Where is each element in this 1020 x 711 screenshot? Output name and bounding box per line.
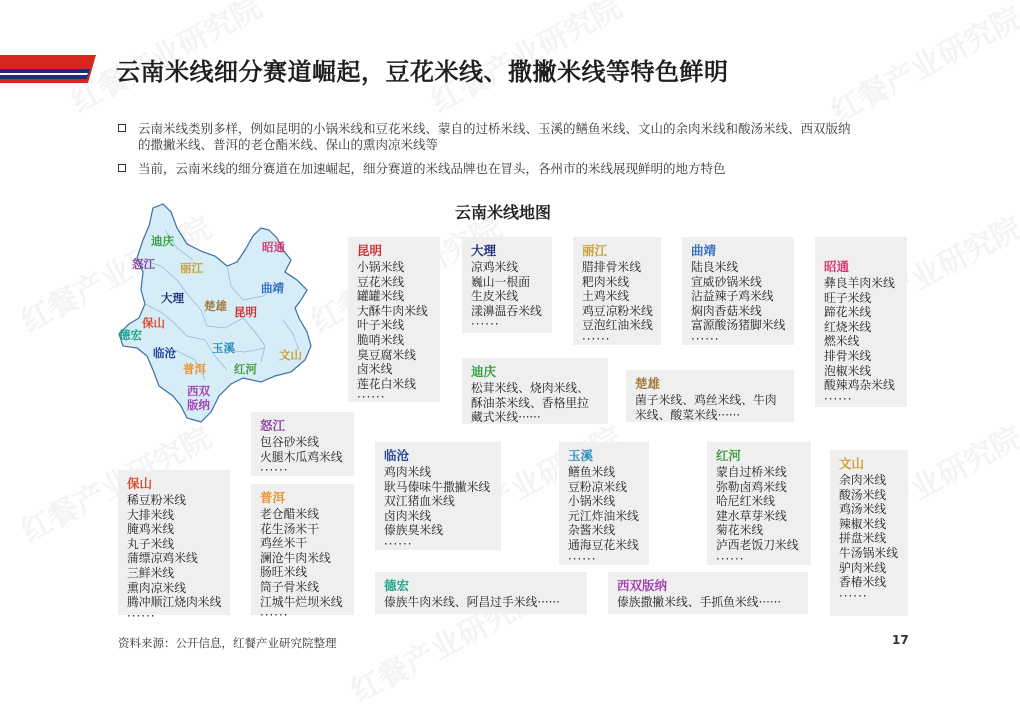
list-item: 富源酸汤猪脚米线 [691, 318, 786, 333]
list-item: 彝良羊肉米线 [824, 276, 895, 290]
list-item: 余肉米线 [839, 473, 887, 487]
bullet-point [118, 161, 918, 177]
list-item: 肠旺米线 [260, 565, 308, 580]
list-item: 菊花米线 [716, 523, 764, 538]
map-label-dehong: 德宏 [119, 328, 142, 342]
region-name: 迪庆 [471, 364, 497, 379]
list-item: 丸子米线 [127, 536, 175, 551]
list-item: 蹄花米线 [824, 305, 872, 320]
list-item: 蒲缥凉鸡米线 [127, 551, 198, 566]
list-item: 驴肉米线 [839, 560, 887, 575]
more-ellipsis: ······ [839, 588, 868, 603]
bullet-text: 云南米线类别多样，例如昆明的小锅米线和豆花米线、蒙自的过桥米线、玉溪的鳝鱼米线、文山的余肉米线和酸汤米线、西双版纳 [138, 121, 851, 136]
region-text: 傣族撒撇米线、手抓鱼米线······ [617, 595, 782, 609]
page-title: 云南米线细分赛道崛起，豆花米线、撒撇米线等特色鲜明 [116, 58, 729, 86]
region-card-dehong [375, 572, 587, 614]
map-label-honghe: 红河 [234, 362, 257, 376]
map-label-wenshan: 文山 [279, 348, 302, 362]
region-name: 德宏 [384, 578, 410, 593]
list-item: 腊排骨米线 [582, 260, 641, 274]
list-item: 拼盘米线 [839, 531, 887, 546]
square-bullet-icon [118, 164, 126, 172]
list-item: 小锅米线 [357, 260, 405, 274]
region-name: 普洱 [260, 490, 286, 505]
header-accent-bar [0, 55, 96, 83]
region-card-wenshan [830, 450, 908, 616]
region-name: 曲靖 [691, 243, 717, 258]
list-item: 傣族臭米线 [384, 523, 443, 538]
list-item: 元江炸油米线 [568, 508, 639, 523]
region-name: 西双版纳 [617, 578, 668, 593]
region-card-lijiang [573, 237, 661, 345]
list-item: 鸡豆凉粉米线 [582, 303, 653, 318]
list-item: 卤米线 [357, 362, 393, 377]
list-item: 鸡汤米线 [839, 502, 887, 517]
region-name: 临沧 [384, 448, 410, 463]
map-label-nujiang: 怒江 [132, 257, 155, 271]
more-ellipsis: ······ [716, 551, 745, 566]
region-card-lincang [375, 442, 501, 550]
map-label-lijiang: 丽江 [180, 261, 203, 275]
list-item: 建水草芽米线 [716, 508, 787, 523]
map-label-zhaotong: 昭通 [262, 240, 285, 254]
square-bullet-icon [118, 124, 126, 132]
region-card-xishuangbanna [608, 572, 808, 614]
list-item: 酸辣鸡杂米线 [824, 378, 895, 393]
region-card-chuxiong [626, 370, 794, 422]
region-name: 保山 [127, 476, 153, 491]
more-ellipsis: ······ [691, 331, 720, 346]
list-item: 小锅米线 [568, 494, 616, 509]
region-text: 傣族牛肉米线、阿昌过手米线······ [384, 595, 560, 609]
list-item: 凉鸡米线 [471, 260, 519, 274]
map-title: 云南米线地图 [455, 203, 552, 222]
list-item: 包谷砂米线 [260, 435, 319, 449]
region-card-yuxi [559, 442, 649, 565]
list-item: 鸡肉米线 [384, 465, 432, 479]
region-card-zhaotong [815, 237, 907, 407]
region-card-nujiang [251, 412, 354, 476]
region-card-puer [251, 484, 354, 623]
region-name: 大理 [471, 243, 497, 258]
list-item: 莲花白米线 [357, 376, 416, 391]
yunnan-map [115, 200, 315, 425]
list-item: 豆粉凉米线 [568, 479, 627, 494]
more-ellipsis: ······ [260, 608, 289, 623]
map-label-yuxi: 玉溪 [212, 341, 235, 355]
region-card-qujing [682, 237, 794, 345]
list-item: 火腿木瓜鸡米线 [260, 449, 343, 464]
list-item: 燃米线 [824, 334, 860, 349]
region-name: 昭通 [824, 259, 850, 274]
watermark [822, 0, 1020, 131]
region-name: 红河 [716, 448, 742, 463]
list-item: 牛汤锅米线 [839, 545, 898, 560]
region-card-baoshan [118, 470, 230, 623]
bullet-text: 当前，云南米线的细分赛道在加速崛起，细分赛道的米线品牌也在冒头，各州市的米线展现鲜明的地方特色 [138, 161, 726, 176]
more-ellipsis: ······ [260, 463, 289, 478]
list-item: 耿马傣味牛撒撇米线 [384, 479, 491, 494]
list-item: 澜沧牛肉米线 [260, 550, 331, 565]
region-card-honghe [707, 442, 811, 565]
list-item: 蒙自过桥米线 [716, 465, 787, 479]
list-item: 焖肉香菇米线 [691, 303, 762, 318]
more-ellipsis: ······ [357, 390, 386, 405]
list-item: 宣威砂锅米线 [691, 274, 762, 289]
list-item: 大排米线 [127, 507, 175, 522]
list-item: 漾濞温吞米线 [471, 303, 542, 318]
more-ellipsis: ······ [582, 331, 611, 346]
more-ellipsis: ······ [568, 551, 597, 566]
map-label-qujing: 曲靖 [261, 281, 284, 295]
map-label-baoshan: 保山 [142, 316, 165, 330]
region-text: 菌子米线、鸡丝米线、牛肉米线、酸菜米线······ [635, 393, 777, 422]
map-label-banna: 版纳 [187, 398, 210, 412]
list-item: 旺子米线 [824, 290, 872, 305]
list-item: 豆花米线 [357, 274, 405, 289]
list-item: 排骨米线 [824, 348, 872, 363]
list-item: 臭豆腐米线 [357, 347, 416, 362]
list-item: 稀豆粉米线 [127, 493, 186, 507]
region-text: 松茸米线、烧肉米线、酥油茶米线、香格里拉藏式米线······ [471, 381, 589, 425]
list-item: 筒子骨米线 [260, 579, 319, 594]
more-ellipsis: ······ [127, 608, 156, 623]
map-label-dali: 大理 [161, 291, 184, 305]
list-item: 粑肉米线 [582, 274, 630, 289]
list-item: 酸汤米线 [839, 487, 887, 502]
list-item: 脆哨米线 [357, 332, 405, 347]
list-item: 腌鸡米线 [127, 522, 175, 537]
list-item: 辣椒米线 [839, 516, 887, 531]
map-label-kunming: 昆明 [234, 305, 257, 319]
region-name: 昆明 [357, 243, 383, 258]
list-item: 巍山一根面 [471, 274, 530, 289]
list-item: 江城牛烂坝米线 [260, 594, 343, 609]
region-name: 楚雄 [635, 376, 661, 391]
list-item: 泸西老饭刀米线 [716, 537, 799, 552]
region-card-kunming [348, 237, 440, 405]
list-item: 香椿米线 [839, 575, 887, 590]
more-ellipsis: ······ [384, 536, 413, 551]
region-name: 文山 [839, 456, 865, 471]
list-item: 叶子米线 [357, 318, 405, 333]
region-name: 丽江 [582, 243, 608, 258]
map-label-diqing: 迪庆 [151, 234, 174, 248]
map-label-chuxiong: 楚雄 [204, 299, 227, 313]
more-ellipsis: ······ [471, 317, 500, 332]
list-item: 腾冲顺江烧肉米线 [127, 595, 222, 610]
list-item: 双江猪血米线 [384, 494, 455, 509]
list-item: 大酥牛肉米线 [357, 303, 428, 318]
map-label-lincang: 临沧 [153, 346, 176, 360]
list-item: 土鸡米线 [582, 289, 630, 304]
list-item: 泡椒米线 [824, 363, 872, 378]
region-card-dali [462, 237, 552, 333]
list-item: 红烧米线 [824, 319, 872, 334]
list-item: 杂酱米线 [568, 523, 616, 538]
list-item: 通海豆花米线 [568, 537, 639, 552]
list-item: 陆良米线 [691, 260, 739, 274]
list-item: 弥勒卤鸡米线 [716, 479, 787, 494]
more-ellipsis: ······ [824, 391, 853, 406]
list-item: 鸡丝米干 [260, 536, 308, 551]
bullet-text: 的撒撇米线、普洱的老仓酯米线、保山的熏肉凉米线等 [138, 137, 439, 152]
list-item: 三鲜米线 [127, 565, 175, 580]
region-name: 怒江 [260, 418, 286, 433]
list-item: 沾益辣子鸡米线 [691, 289, 774, 304]
source-note: 资料来源：公开信息，红餐产业研究院整理 [118, 636, 337, 650]
list-item: 花生汤米干 [260, 521, 319, 536]
region-card-diqing [462, 358, 608, 424]
page-number: 17 [892, 633, 909, 647]
list-item: 鳝鱼米线 [568, 465, 616, 479]
list-item: 老仓醋米线 [260, 507, 319, 521]
list-item: 卤肉米线 [384, 508, 432, 523]
map-label-puer: 普洱 [183, 362, 206, 376]
region-name: 玉溪 [568, 448, 594, 463]
list-item: 哈尼红米线 [716, 494, 775, 509]
list-item: 豆泡红油米线 [582, 318, 653, 333]
list-item: 生皮米线 [471, 289, 519, 304]
map-label-xishuang: 西双 [187, 384, 210, 398]
list-item: 熏肉凉米线 [127, 580, 186, 595]
bullet-point [118, 121, 918, 153]
list-item: 罐罐米线 [357, 289, 405, 304]
